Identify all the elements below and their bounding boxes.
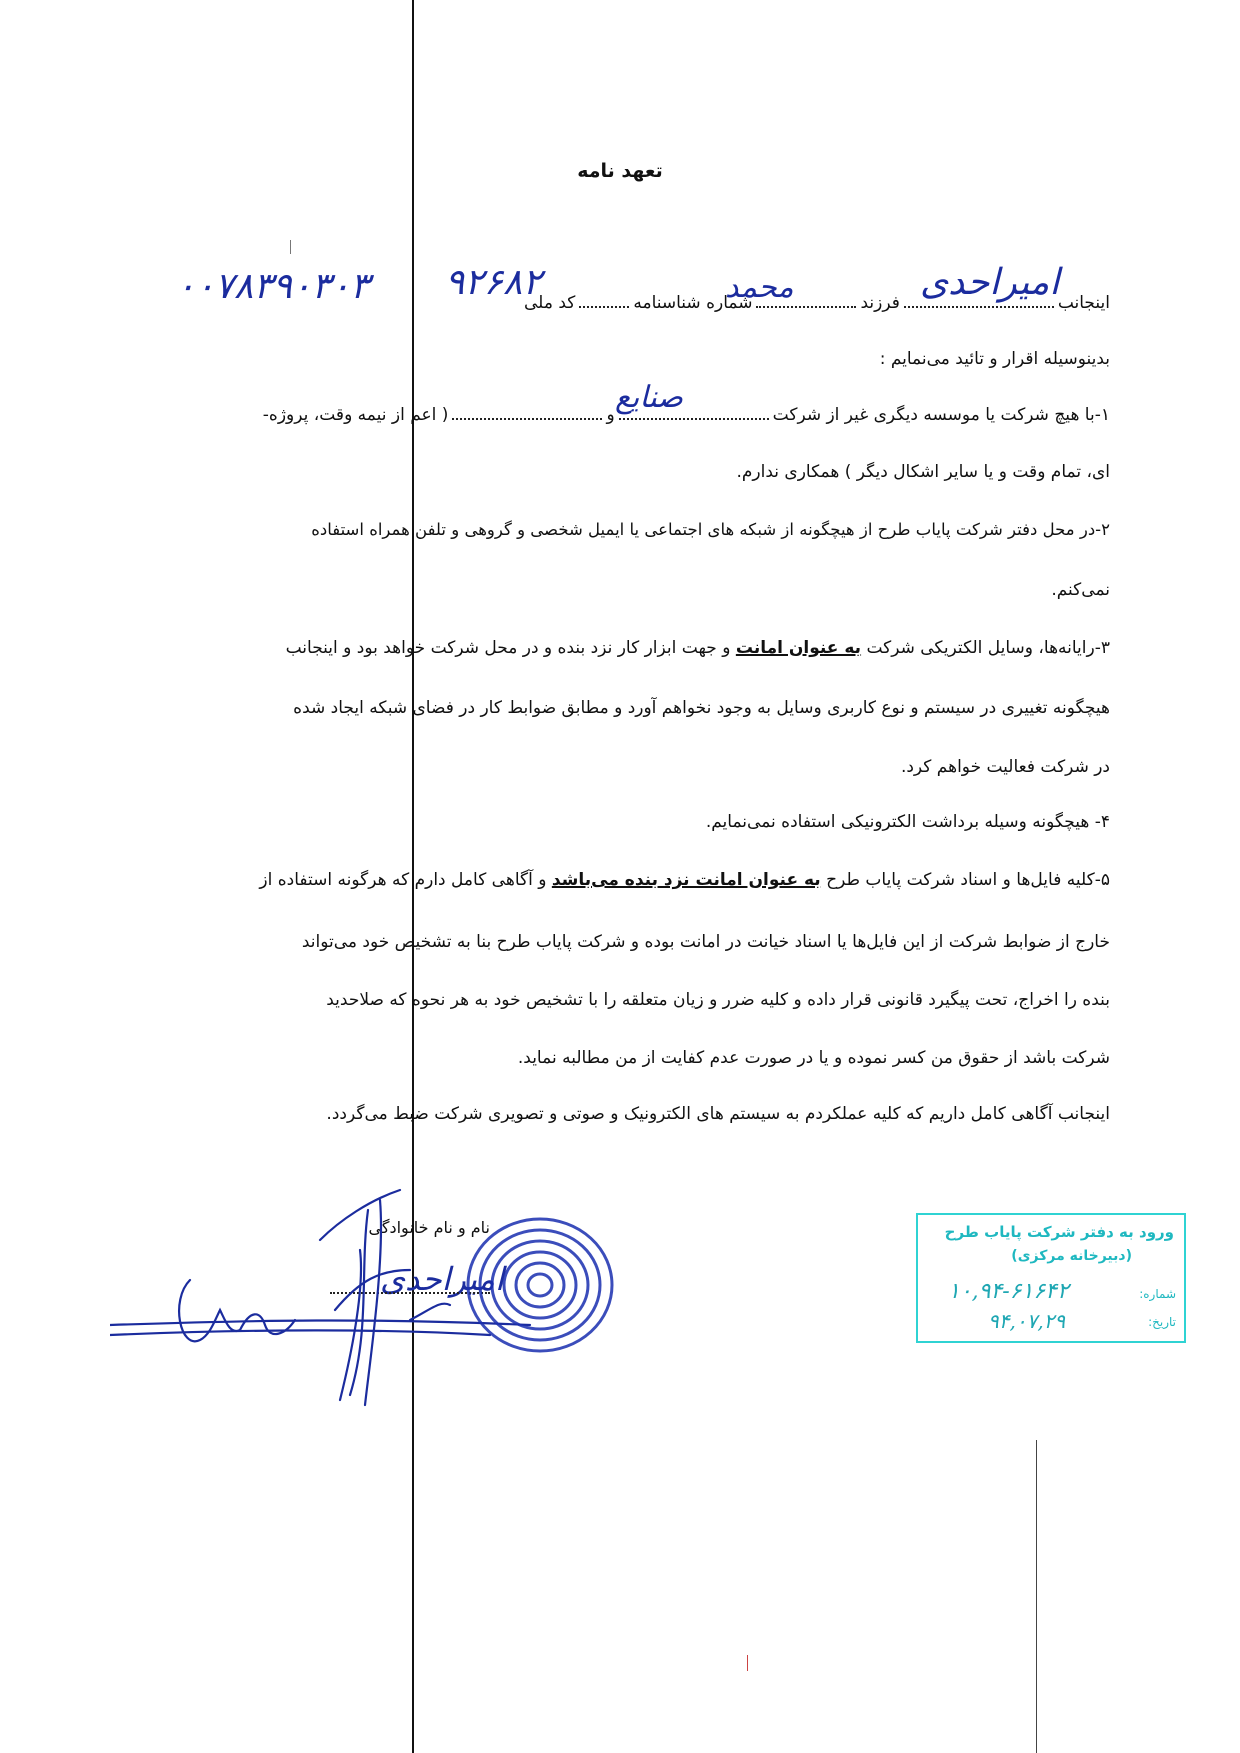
item5-line4: شرکت باشد از حقوق من کسر نموده و یا در صورت عدم کفایت از من مطالبه نماید. — [517, 1048, 1110, 1068]
scan-mark-top — [290, 240, 291, 254]
label-intro: اینجانب — [1057, 293, 1110, 313]
label-idno: شماره شناسنامه — [633, 293, 753, 313]
dots-company2 — [452, 400, 602, 420]
dots-idno — [579, 288, 629, 308]
item2-line2: نمی‌کنم. — [1051, 580, 1110, 600]
item3-line1 — [110, 636, 1110, 660]
handwritten-national-code: ۰۰۷۸۳۹۰۳۰۳ — [176, 266, 370, 307]
item5-line1 — [110, 868, 1110, 892]
item2-line1: ۲-در محل دفتر شرکت پایاب طرح از هیچگونه از شبکه های اجتماعی یا ایمیل شخصی و گروهی و تلفن همراه استفاده — [311, 520, 1110, 539]
page-title: تعهد نامه — [577, 160, 663, 182]
label-national: کد ملی — [524, 293, 576, 313]
item1-line1 — [110, 400, 1110, 427]
item5-emphasis: به عنوان امانت نزد بنده می‌باشد — [551, 870, 821, 890]
handwritten-idno: ۹۲۶۸۲ — [445, 262, 542, 303]
item3-line2: هیچگونه تغییری در سیستم و نوع کاربری وسایل به وجود نخواهم آورد و مطابق ضوابط کار در فضای شبکه ایجاد شده — [293, 698, 1110, 718]
signature-drawing — [110, 1160, 670, 1410]
item1-text-c: ( اعم از نیمه وقت، پروژه- — [262, 405, 449, 425]
closing-line: اینجانب آگاهی کامل داریم که کلیه عملکردم به سیستم های الکترونیک و صوتی و تصویری شرکت ضبط می‌گردد. — [326, 1104, 1110, 1124]
stamp-title: ورود به دفتر شرکت پایاب طرح — [944, 1223, 1174, 1241]
item1-text-a: ۱-با هیچ شرکت یا موسسه دیگری غیر از شرکت — [772, 405, 1110, 425]
item5-line2: خارج از ضوابط شرکت از این فایل‌ها یا اسناد خیانت در امانت بوده و شرکت پایاب طرح بنا به تشخیص خود می‌تواند — [301, 932, 1110, 952]
handwritten-company: صنایع — [615, 380, 683, 415]
handwritten-father: محمد — [725, 270, 794, 305]
handwritten-name: امیراحدی — [920, 262, 1060, 303]
item1-text-b: و — [606, 405, 615, 425]
item3-line3: در شرکت فعالیت خواهم کرد. — [900, 757, 1110, 777]
receipt-stamp — [916, 1213, 1186, 1343]
item3-text-c: و جهت ابزار کار نزد بنده و در محل شرکت خواهد بود و اینجانب — [285, 638, 731, 658]
scan-tick-bottom — [747, 1655, 748, 1671]
stamp-date-value: ۹۴,۰۷,۲۹ — [988, 1309, 1066, 1333]
stamp-number-label: شماره: — [1139, 1287, 1176, 1301]
item5-line3: بنده را اخراج، تحت پیگیرد قانونی قرار داده و کلیه ضرر و زیان متعلقه را با تشخیص خود به هر نحوه که صلاحدید — [326, 990, 1110, 1010]
scan-line-right — [1036, 1440, 1037, 1753]
item3-text-a: ۳-رایانه‌ها، وسایل الکتریکی شرکت — [866, 638, 1110, 658]
item3-emphasis: به عنوان امانت — [735, 638, 862, 658]
fingerprint — [468, 1219, 612, 1351]
signature-label: نام و نام خانوادگی — [368, 1218, 490, 1237]
stamp-number-value: ۱۰,۹۴-۶۱۶۴۲ — [948, 1279, 1069, 1304]
label-child: فرزند — [860, 293, 900, 313]
stamp-date-label: تاریخ: — [1148, 1315, 1176, 1329]
stamp-subtitle: (دبیرخانه مرکزی) — [1011, 1248, 1132, 1264]
item1-line2: ای، تمام وقت و یا سایر اشکال دیگر ) همکاری ندارم. — [736, 462, 1110, 482]
signature-handwritten-name: امیراحدی — [380, 1260, 504, 1298]
item5-text-c: و آگاهی کامل دارم که هرگونه استفاده از — [259, 870, 547, 890]
item4-line: ۴- هیچگونه وسیله برداشت الکترونیکی استفاده نمی‌نمایم. — [705, 812, 1110, 832]
item5-text-a: ۵-کلیه فایل‌ها و اسناد شرکت پایاب طرح — [826, 870, 1110, 890]
confirm-line: بدینوسیله اقرار و تائید می‌نمایم : — [879, 349, 1110, 369]
